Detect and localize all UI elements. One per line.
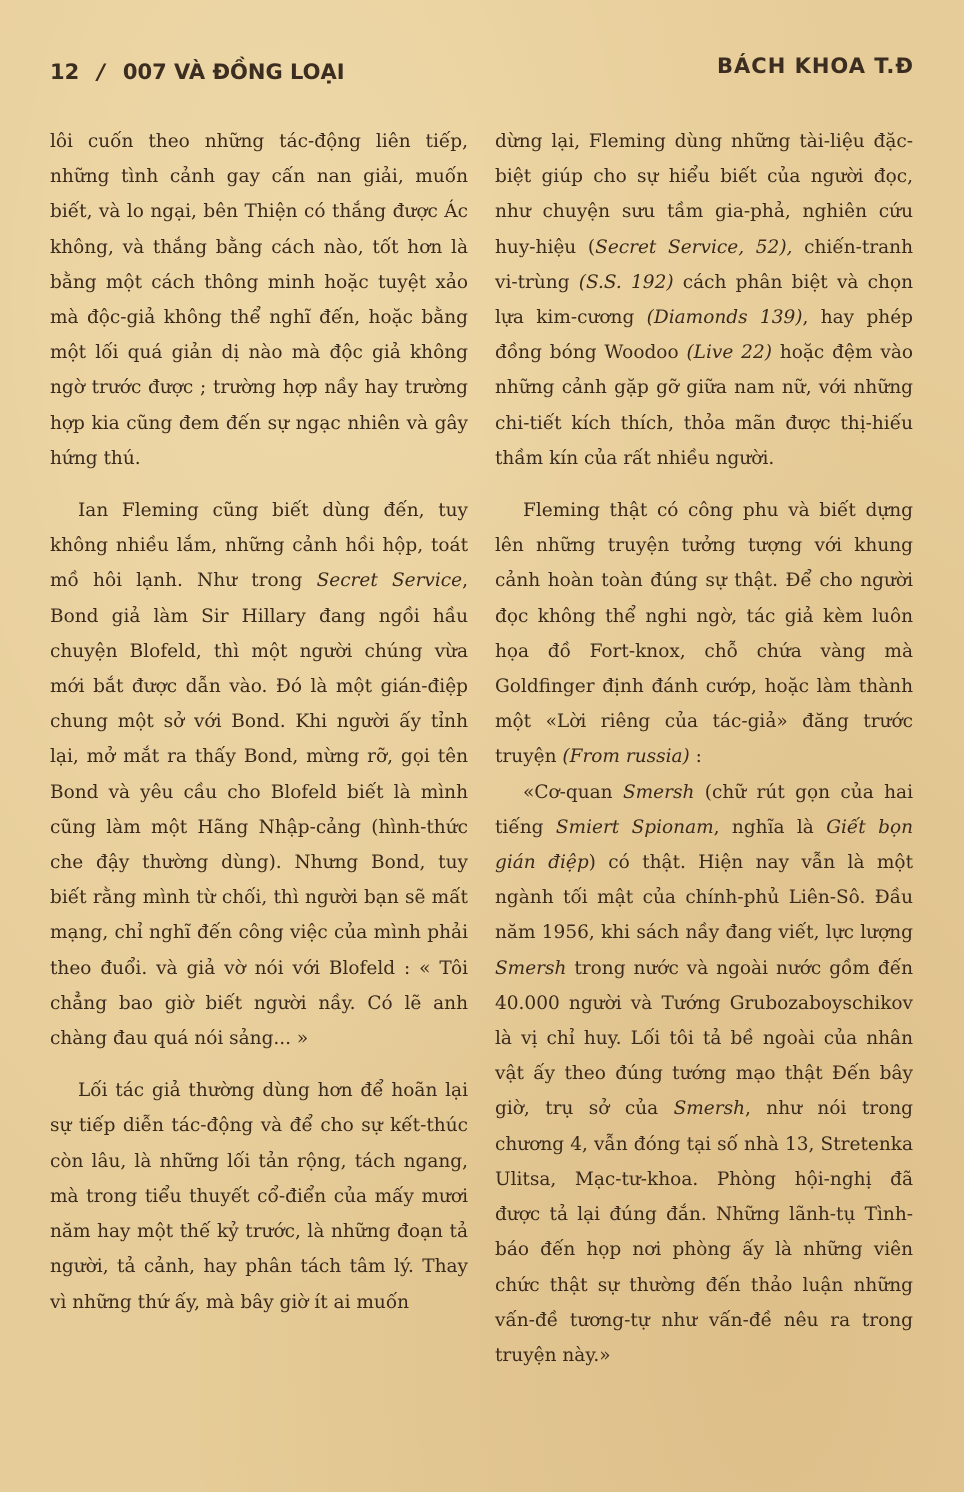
- right-p3-j: Smersh: [673, 1098, 745, 1120]
- right-paragraph-1: [495, 124, 913, 476]
- left-p2-text-c: , Bond giả làm Sir Hillary đang ngồi hầu chuyện Blofeld, thì một người chúng vừa mới bắt được dẫn vào. Đó là một gián-điệp chung một sở với Bond. Khi người ấy tỉnh lại, mở mắt ra thấy Bond, mừng rỡ, gọi tên Bond và yêu cầu cho Blofeld biết là mình cũng làm một Hãng Nhập-cảng (hình-thức che đậy thường dùng). Nhưng Bond, tuy biết rằng mình từ chối, thì người bạn sẽ mất mạng, chỉ nghĩ đến công việc của mình phải theo đuổi. và giả vờ nói với Blofeld : « Tôi chẳng bao giờ biết người nầy. Có lẽ anh chàng đau quá nói sảng... »: [50, 570, 468, 1050]
- right-p2-c: :: [689, 746, 702, 768]
- right-p3-i: trong nước và ngoài nước gồm đến 40.000 người và Tướng Grubozaboyschikov là vị chỉ huy. Lối tôi tả bề ngoài của nhân vật ấy theo đúng tướng mạo thật Đến bây giờ, trụ sở của: [495, 957, 913, 1120]
- right-p1-i: hoặc đệm vào những cảnh gặp gỡ giữa nam nữ, với những chi-tiết kích thích, thỏa mãn được thị-hiếu thầm kín của rất nhiều người.: [495, 342, 913, 469]
- left-paragraph-2: [50, 493, 468, 1056]
- right-p1-b: Secret Service, 52),: [595, 236, 805, 258]
- left-column: [50, 124, 468, 1320]
- right-paragraph-3: [495, 775, 913, 1373]
- right-p3-a: «Cơ-quan: [523, 781, 623, 803]
- right-p3-f: Giết bọn gián điệp: [495, 816, 913, 874]
- left-p2-italic: Secret Service: [316, 570, 463, 592]
- right-p3-d: Smiert Spionam: [555, 816, 714, 838]
- publication-name: BÁCH KHOA T.Đ: [717, 54, 914, 78]
- right-p1-e: cách phân biệt và chọn lựa kim-cương: [495, 271, 913, 329]
- right-p3-c: (chữ rút gọn của hai tiếng: [495, 781, 913, 838]
- right-p3-h: Smersh: [495, 957, 567, 979]
- right-p1-c: chiến-tranh vi-trùng: [495, 236, 914, 293]
- left-p2-text-a: Ian Fleming cũng biết dùng đến, tuy không nhiều lắm, những cảnh hồi hộp, toát mồ hôi lạnh. Như trong: [50, 500, 468, 592]
- right-p1-f: (Diamonds 139): [646, 307, 803, 329]
- right-p2-a: Fleming thật có công phu và biết dựng lên những truyện tưởng tượng với khung cảnh hoàn toàn đúng sự thật. Để cho người đọc không thể nghi ngờ, tác giả kèm luôn họa đồ Fort-knox, chỗ chứa vàng mà Goldfinger định đánh cướp, hoặc làm thành một «Lời riêng của tác-giả» đăng trước truyện: [495, 500, 913, 768]
- right-p3-k: , như nói trong chương 4, vẫn đóng tại số nhà 13, Stretenka Ulitsa, Mạc-tư-khoa. Phòng hội-nghị đã được tả lại đúng đắn. Những lãnh-tụ Tình-báo đến họp nơi phòng ấy là những viên chức thật sự thường đến thảo luận những vấn-đề tương-tự như vấn-đề nêu ra trong truyện này.»: [495, 1098, 913, 1366]
- right-p3-e: , nghĩa là: [713, 816, 827, 838]
- right-p3-g: ) có thật. Hiện nay vẫn là một ngành tối mật của chính-phủ Liên-Sô. Đầu năm 1956, khi sách nầy đang viết, lực lượng: [495, 852, 913, 944]
- page-header: [50, 52, 914, 92]
- page-number: 12: [50, 60, 80, 84]
- right-p1-d: (S.S. 192): [578, 271, 674, 293]
- right-p3-b: Smersh: [622, 781, 695, 803]
- right-p1-a: dừng lại, Fleming dùng những tài-liệu đặc-biệt giúp cho sự hiểu biết của người đọc, như chuyện sưu tầm gia-phả, nghiên cứu huy-hiệu (: [495, 131, 913, 258]
- left-paragraph-1: lôi cuốn theo những tác-động liên tiếp, những tình cảnh gay cấn nan giải, muốn biết, và lo ngại, bên Thiện có thắng được Ác không, và thắng bằng cách nào, tốt hơn là bằng một cách thông minh hoặc tuyệt xảo mà độc-giả không thể nghĩ đến, hoặc bằng một lối quá giản dị nào mà độc giả không ngờ trước được ; trường hợp nầy hay trường hợp kia cũng đem đến sự ngạc nhiên và gây hứng thú.: [50, 131, 468, 469]
- right-column: [495, 124, 913, 1373]
- header-separator: /: [97, 60, 105, 84]
- right-paragraph-2: [495, 493, 913, 775]
- left-paragraph-3: Lối tác giả thường dùng hơn để hoãn lại sự tiếp diễn tác-động và để cho sự kết-thúc còn lâu, là những lối tản rộng, tách ngang, mà trong tiểu thuyết cổ-điển của mấy mươi năm hay một thế kỷ trước, là những đoạn tả người, tả cảnh, hay phân tách tâm lý. Thay vì những thứ ấy, mà bây giờ ít ai muốn: [50, 1080, 468, 1313]
- right-p2-b: (From russia): [562, 746, 690, 768]
- right-p1-g: , hay phép đồng bóng Woodoo: [495, 307, 913, 364]
- right-p1-h: (Live 22): [686, 342, 772, 364]
- book-title: 007 VÀ ĐỒNG LOẠI: [122, 60, 345, 84]
- header-left: [50, 60, 345, 84]
